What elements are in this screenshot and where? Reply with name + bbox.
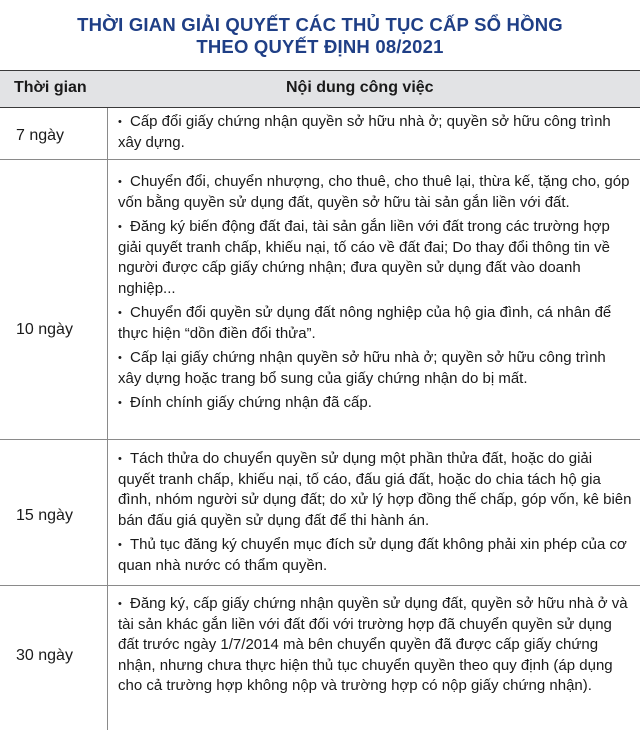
list-item: • Đăng ký, cấp giấy chứng nhận quyền sử dụng đất, quyền sở hữu nhà ở và tài sản khác gắn liền với đất đối với trường hợp đã chuyển quyền sử dụng đất trước ngày 1/7/2014 mà bên chuyển quyền đã được cấp giấy chứng nhận, nhưng chưa thực hiện thủ tục chuyển quyền theo quy định (áp dụng cho cả trường hợp không nộp và trường hợp có nộp giấy chứng nhận).	[118, 595, 628, 694]
title-line-1: THỜI GIAN GIẢI QUYẾT CÁC THỦ TỤC CẤP SỔ HỒNG	[77, 14, 563, 35]
list-item: • Cấp đổi giấy chứng nhận quyền sở hữu nhà ở; quyền sở hữu công trình xây dựng.	[118, 113, 611, 151]
row-time: 30 ngày	[16, 647, 73, 664]
row-time: 10 ngày	[16, 321, 73, 338]
column-divider	[107, 160, 108, 440]
list-item: • Chuyển đổi, chuyển nhượng, cho thuê, cho thuê lại, thừa kế, tặng cho, góp vốn bằng quyền sử dụng đất, quyền sở hữu tài sản gắn liền với đất.	[118, 173, 630, 211]
column-divider	[107, 586, 108, 730]
table-row	[0, 108, 640, 160]
list-item: • Đăng ký biến động đất đai, tài sản gắn liền với đất trong các trường hợp giải quyết tranh chấp, khiếu nại, tố cáo về đất đai; Do thay đổi thông tin về người được cấp giấy chứng nhận; đưa quyền sử dụng đất vào doanh nghiệp...	[118, 218, 610, 297]
table-row	[0, 586, 640, 730]
row-time: 7 ngày	[16, 127, 65, 144]
bullet-icon: •	[118, 221, 122, 233]
bullet-icon: •	[118, 176, 122, 188]
list-item: • Chuyển đổi quyền sử dụng đất nông nghiệp của hộ gia đình, cá nhân để thực hiện “dồn điền đổi thửa”.	[118, 304, 612, 342]
bullet-icon: •	[118, 598, 122, 610]
list-item: • Tách thửa do chuyển quyền sử dụng một phần thửa đất, hoặc do giải quyết tranh chấp, khiếu nại, tố cáo, đấu giá đất, hoặc do chia tách hộ gia đình, nhóm người sử dụng đất; do xử lý hợp đồng thế chấp, góp vốn, kê biên bán đấu giá quyền sử dụng đất để thi hành án.	[118, 450, 632, 529]
row-content	[118, 449, 632, 580]
bullet-icon: •	[118, 539, 122, 551]
column-divider	[107, 440, 108, 586]
table-row	[0, 160, 640, 440]
table-header	[0, 70, 640, 108]
bullet-icon: •	[118, 116, 122, 128]
row-content	[118, 594, 632, 701]
table-row	[0, 440, 640, 586]
bullet-icon: •	[118, 352, 122, 364]
row-content	[118, 112, 632, 157]
document-title	[0, 0, 640, 58]
bullet-icon: •	[118, 453, 122, 465]
header-content: Nội dung công việc	[286, 79, 434, 96]
row-time: 15 ngày	[16, 507, 73, 524]
list-item: • Thủ tục đăng ký chuyển mục đích sử dụng đất không phải xin phép của cơ quan nhà nước có thẩm quyền.	[118, 536, 627, 574]
bullet-icon: •	[118, 397, 122, 409]
title-line-2: THEO QUYẾT ĐỊNH 08/2021	[196, 36, 444, 57]
column-divider	[107, 108, 108, 160]
list-item: • Cấp lại giấy chứng nhận quyền sở hữu nhà ở; quyền sở hữu công trình xây dựng hoặc trang bổ sung của giấy chứng nhận do bị mất.	[118, 349, 606, 387]
bullet-icon: •	[118, 307, 122, 319]
header-time: Thời gian	[14, 79, 87, 96]
list-item: • Đính chính giấy chứng nhận đã cấp.	[118, 393, 632, 414]
row-content	[118, 172, 632, 418]
